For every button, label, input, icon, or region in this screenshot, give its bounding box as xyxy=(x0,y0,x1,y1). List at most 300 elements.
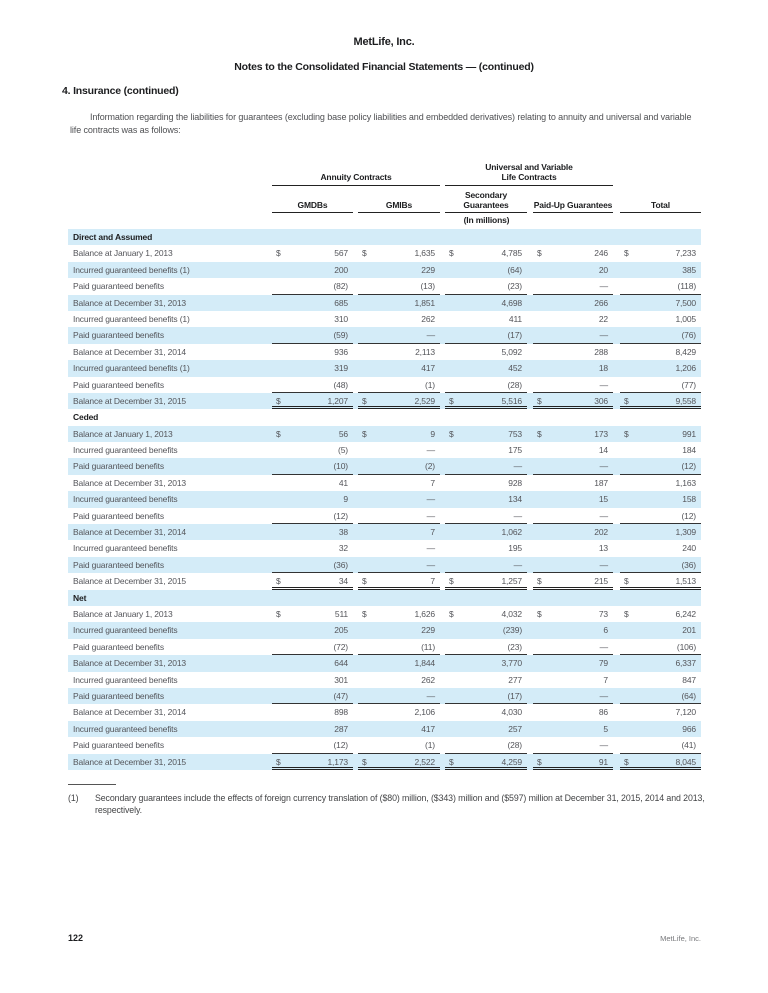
currency-symbol: $ xyxy=(362,608,367,619)
cell-value: 288 xyxy=(594,346,608,357)
table-cell xyxy=(533,262,613,278)
row-label: Incurred guaranteed benefits xyxy=(73,625,178,636)
section-heading: 4. Insurance (continued) xyxy=(62,85,179,97)
cell-value: (11) xyxy=(421,641,435,652)
table-cell xyxy=(533,295,613,311)
table-row xyxy=(68,737,701,753)
cell-value: 5,092 xyxy=(501,346,522,357)
currency-symbol: $ xyxy=(537,428,542,439)
table-body xyxy=(68,229,701,770)
footnote xyxy=(68,792,706,817)
cell-value: 86 xyxy=(598,707,608,718)
table-cell xyxy=(445,491,527,507)
column-header-secondary-guarantees: Secondary Guarantees xyxy=(445,190,527,213)
table-cell xyxy=(358,508,440,524)
table-cell xyxy=(445,245,527,261)
table-cell xyxy=(445,442,527,458)
row-label: Incurred guaranteed benefits xyxy=(73,543,178,554)
cell-value: 79 xyxy=(598,658,608,669)
table-cell xyxy=(272,426,353,442)
table-cell xyxy=(272,245,353,261)
row-label: Incurred guaranteed benefits (1) xyxy=(73,363,190,374)
table-row xyxy=(68,704,701,720)
cell-value: 1,626 xyxy=(414,608,435,619)
table-cell xyxy=(533,278,613,294)
cell-value: 753 xyxy=(508,428,522,439)
table-cell xyxy=(358,360,440,376)
cell-value: 928 xyxy=(508,477,522,488)
table-cell xyxy=(533,557,613,573)
table-row xyxy=(68,622,701,638)
cell-value: 4,030 xyxy=(501,707,522,718)
table-cell xyxy=(533,704,613,720)
table-cell xyxy=(272,688,353,704)
table-cell xyxy=(620,491,701,507)
cell-value: 195 xyxy=(508,543,522,554)
table-cell xyxy=(445,754,527,770)
column-header-paid-up-guarantees: Paid-Up Guarantees xyxy=(533,200,613,213)
currency-symbol: $ xyxy=(624,395,629,406)
table-cell xyxy=(445,393,527,409)
cell-value: (72) xyxy=(333,641,348,652)
cell-value: 6,242 xyxy=(675,608,696,619)
document-subtitle: Notes to the Consolidated Financial Statements — (continued) xyxy=(234,61,534,73)
row-label: Balance at December 31, 2015 xyxy=(73,576,186,587)
table-cell xyxy=(272,475,353,491)
row-label: Paid guaranteed benefits xyxy=(73,740,164,751)
cell-value: 1,635 xyxy=(414,248,435,259)
table-row xyxy=(68,278,701,294)
table-cell xyxy=(358,311,440,327)
cell-value: 173 xyxy=(594,428,608,439)
cell-value: (64) xyxy=(681,690,696,701)
table-cell xyxy=(445,672,527,688)
row-label: Incurred guaranteed benefits xyxy=(73,674,178,685)
cell-value: 644 xyxy=(334,658,348,669)
table-row xyxy=(68,606,701,622)
table-cell xyxy=(533,721,613,737)
table-cell xyxy=(620,704,701,720)
cell-value: — xyxy=(426,510,435,521)
table-cell xyxy=(272,360,353,376)
cell-value: (12) xyxy=(333,510,348,521)
row-label: Balance at December 31, 2015 xyxy=(73,756,186,767)
currency-symbol: $ xyxy=(449,395,454,406)
table-cell xyxy=(445,737,527,753)
cell-value: — xyxy=(513,559,522,570)
cell-value: — xyxy=(599,559,608,570)
table-cell xyxy=(445,458,527,474)
cell-value: 229 xyxy=(421,625,435,636)
table-cell xyxy=(533,524,613,540)
currency-symbol: $ xyxy=(624,608,629,619)
cell-value: 266 xyxy=(594,297,608,308)
cell-value: 306 xyxy=(594,395,608,406)
currency-symbol: $ xyxy=(449,576,454,587)
cell-value: 229 xyxy=(421,264,435,275)
table-cell xyxy=(272,458,353,474)
cell-value: 847 xyxy=(682,674,696,685)
currency-symbol: $ xyxy=(362,756,367,767)
cell-value: (118) xyxy=(677,281,696,292)
cell-value: (76) xyxy=(681,330,696,341)
table-cell xyxy=(272,524,353,540)
cell-value: 205 xyxy=(334,625,348,636)
group-header-universal-line1: Universal and Variable xyxy=(485,162,573,172)
table-cell xyxy=(272,655,353,671)
table-cell xyxy=(620,524,701,540)
table-cell xyxy=(272,704,353,720)
table-cell xyxy=(358,754,440,770)
table-cell xyxy=(358,606,440,622)
cell-value: 3,770 xyxy=(501,658,522,669)
cell-value: (13) xyxy=(420,281,435,292)
table-cell xyxy=(445,327,527,343)
cell-value: 2,106 xyxy=(414,707,435,718)
table-cell xyxy=(445,344,527,360)
cell-value: (1) xyxy=(425,379,435,390)
cell-value: 4,032 xyxy=(501,608,522,619)
table-cell xyxy=(358,458,440,474)
cell-value: — xyxy=(426,559,435,570)
table-cell xyxy=(272,262,353,278)
table-cell xyxy=(445,524,527,540)
cell-value: 417 xyxy=(421,363,435,374)
table-cell xyxy=(533,573,613,589)
table-cell xyxy=(533,442,613,458)
table-cell xyxy=(533,344,613,360)
cell-value: — xyxy=(599,379,608,390)
cell-value: (23) xyxy=(507,641,522,652)
cell-value: 5 xyxy=(603,723,608,734)
cell-value: 7,233 xyxy=(675,248,696,259)
table-cell xyxy=(620,622,701,638)
table-cell xyxy=(358,622,440,638)
table-cell xyxy=(445,278,527,294)
currency-symbol: $ xyxy=(624,756,629,767)
table-cell xyxy=(358,262,440,278)
table-row xyxy=(68,360,701,376)
table-cell xyxy=(358,540,440,556)
table-row xyxy=(68,524,701,540)
intro-paragraph: Information regarding the liabilities for guarantees (excluding base policy liabilities and embedded derivatives) relating to annuity and universal and variable life contracts was as follows: xyxy=(70,112,692,135)
units-note: (In millions) xyxy=(463,215,510,225)
cell-value: 246 xyxy=(594,248,608,259)
table-cell xyxy=(272,295,353,311)
row-label: Paid guaranteed benefits xyxy=(73,330,164,341)
row-label: Incurred guaranteed benefits xyxy=(73,723,178,734)
cell-value: (48) xyxy=(333,379,348,390)
row-label: Incurred guaranteed benefits xyxy=(73,494,178,505)
cell-value: 13 xyxy=(598,543,608,554)
table-cell xyxy=(445,639,527,655)
table-cell xyxy=(272,393,353,409)
cell-value: (59) xyxy=(333,330,348,341)
currency-symbol: $ xyxy=(449,248,454,259)
cell-value: 1,851 xyxy=(414,297,435,308)
table-cell xyxy=(358,737,440,753)
cell-value: 38 xyxy=(338,527,348,538)
cell-value: 417 xyxy=(421,723,435,734)
cell-value: 567 xyxy=(334,248,348,259)
cell-value: — xyxy=(599,461,608,472)
cell-value: 91 xyxy=(598,756,608,767)
cell-value: 215 xyxy=(594,576,608,587)
table-cell xyxy=(533,508,613,524)
table-cell xyxy=(445,475,527,491)
cell-value: (17) xyxy=(507,690,522,701)
table-cell xyxy=(272,606,353,622)
cell-value: (1) xyxy=(425,740,435,751)
cell-value: 966 xyxy=(682,723,696,734)
table-cell xyxy=(445,688,527,704)
table-column-header-row xyxy=(68,186,701,213)
currency-symbol: $ xyxy=(362,576,367,587)
cell-value: — xyxy=(426,543,435,554)
cell-value: 511 xyxy=(334,608,348,619)
currency-symbol: $ xyxy=(276,248,281,259)
cell-value: 1,062 xyxy=(501,527,522,538)
cell-value: 310 xyxy=(334,313,348,324)
table-cell xyxy=(620,639,701,655)
cell-value: 257 xyxy=(508,723,522,734)
cell-value: (10) xyxy=(333,461,348,472)
cell-value: 7 xyxy=(430,576,435,587)
cell-value: (41) xyxy=(681,740,696,751)
cell-value: 32 xyxy=(338,543,348,554)
table-cell xyxy=(620,344,701,360)
cell-value: 1,005 xyxy=(675,313,696,324)
column-header-gmibs: GMIBs xyxy=(358,200,440,213)
table-cell xyxy=(272,737,353,753)
table-cell xyxy=(620,655,701,671)
table-cell xyxy=(272,672,353,688)
table-cell xyxy=(272,508,353,524)
row-label: Paid guaranteed benefits xyxy=(73,281,164,292)
cell-value: 158 xyxy=(682,494,696,505)
table-cell xyxy=(445,540,527,556)
cell-value: 936 xyxy=(334,346,348,357)
cell-value: 56 xyxy=(338,428,348,439)
cell-value: 991 xyxy=(682,428,696,439)
table-cell xyxy=(358,327,440,343)
table-row xyxy=(68,672,701,688)
row-label: Paid guaranteed benefits xyxy=(73,510,164,521)
row-label: Paid guaranteed benefits xyxy=(73,559,164,570)
cell-value: 411 xyxy=(508,313,522,324)
table-cell xyxy=(272,557,353,573)
cell-value: (36) xyxy=(333,559,348,570)
cell-value: 385 xyxy=(682,264,696,275)
table-cell xyxy=(620,573,701,589)
currency-symbol: $ xyxy=(362,428,367,439)
table-cell xyxy=(533,655,613,671)
table-cell xyxy=(533,491,613,507)
table-cell xyxy=(445,508,527,524)
cell-value: (28) xyxy=(507,379,522,390)
cell-value: 73 xyxy=(598,608,608,619)
table-cell xyxy=(272,754,353,770)
cell-value: 685 xyxy=(334,297,348,308)
cell-value: 287 xyxy=(334,723,348,734)
table-cell xyxy=(445,573,527,589)
table-section-header: Direct and Assumed xyxy=(68,229,701,245)
table-cell xyxy=(272,622,353,638)
table-cell xyxy=(445,557,527,573)
table-row xyxy=(68,491,701,507)
cell-value: 5,516 xyxy=(501,395,522,406)
row-label: Balance at December 31, 2013 xyxy=(73,658,186,669)
cell-value: 41 xyxy=(338,477,348,488)
cell-value: 452 xyxy=(508,363,522,374)
row-label: Paid guaranteed benefits xyxy=(73,379,164,390)
table-cell xyxy=(358,475,440,491)
cell-value: — xyxy=(599,281,608,292)
table-cell xyxy=(358,573,440,589)
table-cell xyxy=(620,245,701,261)
cell-value: 175 xyxy=(508,445,522,456)
table-cell xyxy=(533,540,613,556)
cell-value: 262 xyxy=(421,674,435,685)
table-cell xyxy=(272,540,353,556)
table-cell xyxy=(620,508,701,524)
cell-value: 319 xyxy=(334,363,348,374)
cell-value: 7 xyxy=(430,477,435,488)
table-cell xyxy=(533,360,613,376)
row-label: Incurred guaranteed benefits (1) xyxy=(73,264,190,275)
row-label: Balance at December 31, 2014 xyxy=(73,346,186,357)
cell-value: 4,698 xyxy=(501,297,522,308)
cell-value: 1,163 xyxy=(675,477,696,488)
currency-symbol: $ xyxy=(537,395,542,406)
table-cell xyxy=(620,442,701,458)
table-cell xyxy=(620,278,701,294)
table-cell xyxy=(533,458,613,474)
cell-value: 240 xyxy=(682,543,696,554)
table-row xyxy=(68,426,701,442)
footnote-text: Secondary guarantees include the effects of foreign currency translation of ($80) million, ($343) million and ($597) million at December 31, 2015, 2014 and 2013, respectively. xyxy=(95,792,705,816)
currency-symbol: $ xyxy=(276,428,281,439)
cell-value: 1,206 xyxy=(675,363,696,374)
group-header-universal-line2: Life Contracts xyxy=(501,172,557,182)
cell-value: (47) xyxy=(333,690,348,701)
row-label: Balance at December 31, 2013 xyxy=(73,297,186,308)
cell-value: 200 xyxy=(334,264,348,275)
table-cell xyxy=(620,262,701,278)
table-row xyxy=(68,262,701,278)
cell-value: 7 xyxy=(430,527,435,538)
cell-value: 15 xyxy=(598,494,608,505)
table-cell xyxy=(533,393,613,409)
table-cell xyxy=(533,245,613,261)
guarantees-table xyxy=(68,154,701,770)
table-cell xyxy=(620,540,701,556)
row-label: Balance at January 1, 2013 xyxy=(73,428,173,439)
cell-value: — xyxy=(599,690,608,701)
table-cell xyxy=(445,721,527,737)
cell-value: 9 xyxy=(343,494,348,505)
cell-value: 8,429 xyxy=(675,346,696,357)
table-cell xyxy=(533,737,613,753)
table-cell xyxy=(533,754,613,770)
currency-symbol: $ xyxy=(276,576,281,587)
cell-value: 20 xyxy=(598,264,608,275)
table-row xyxy=(68,327,701,343)
table-row xyxy=(68,639,701,655)
company-title: MetLife, Inc. xyxy=(353,36,415,48)
cell-value: 202 xyxy=(594,527,608,538)
currency-symbol: $ xyxy=(276,756,281,767)
cell-value: 262 xyxy=(421,313,435,324)
cell-value: 7 xyxy=(603,674,608,685)
table-cell xyxy=(533,622,613,638)
table-cell xyxy=(620,393,701,409)
column-header-total: Total xyxy=(620,200,701,213)
currency-symbol: $ xyxy=(537,756,542,767)
table-row xyxy=(68,508,701,524)
table-cell xyxy=(445,377,527,393)
row-label: Paid guaranteed benefits xyxy=(73,641,164,652)
currency-symbol: $ xyxy=(276,395,281,406)
table-row xyxy=(68,344,701,360)
cell-value: (36) xyxy=(681,559,696,570)
cell-value: (23) xyxy=(507,281,522,292)
table-cell xyxy=(533,475,613,491)
table-cell xyxy=(445,622,527,638)
cell-value: 1,309 xyxy=(675,527,696,538)
table-row xyxy=(68,721,701,737)
table-cell xyxy=(620,754,701,770)
cell-value: (12) xyxy=(681,461,696,472)
cell-value: (239) xyxy=(502,625,522,636)
cell-value: 7,120 xyxy=(675,707,696,718)
cell-value: (17) xyxy=(507,330,522,341)
footer-company-name: MetLife, Inc. xyxy=(660,934,701,943)
table-cell xyxy=(358,704,440,720)
cell-value: 9,558 xyxy=(675,395,696,406)
table-cell xyxy=(445,606,527,622)
group-header-universal-variable xyxy=(445,162,613,186)
table-cell xyxy=(620,311,701,327)
currency-symbol: $ xyxy=(537,608,542,619)
cell-value: 34 xyxy=(338,576,348,587)
cell-value: 7,500 xyxy=(675,297,696,308)
currency-symbol: $ xyxy=(537,576,542,587)
table-cell xyxy=(620,672,701,688)
table-row xyxy=(68,475,701,491)
cell-value: (2) xyxy=(425,461,435,472)
table-cell xyxy=(272,639,353,655)
row-label: Balance at December 31, 2013 xyxy=(73,477,186,488)
table-cell xyxy=(445,704,527,720)
cell-value: — xyxy=(426,690,435,701)
table-cell xyxy=(358,426,440,442)
cell-value: — xyxy=(513,461,522,472)
table-cell xyxy=(445,426,527,442)
cell-value: 6,337 xyxy=(675,658,696,669)
cell-value: (82) xyxy=(333,281,348,292)
table-cell xyxy=(358,442,440,458)
currency-symbol: $ xyxy=(537,248,542,259)
row-label: Incurred guaranteed benefits (1) xyxy=(73,313,190,324)
cell-value: — xyxy=(426,494,435,505)
cell-value: 898 xyxy=(334,707,348,718)
cell-value: 1,207 xyxy=(327,395,348,406)
cell-value: 2,113 xyxy=(415,346,435,357)
cell-value: 22 xyxy=(598,313,608,324)
table-cell xyxy=(620,721,701,737)
table-cell xyxy=(533,311,613,327)
